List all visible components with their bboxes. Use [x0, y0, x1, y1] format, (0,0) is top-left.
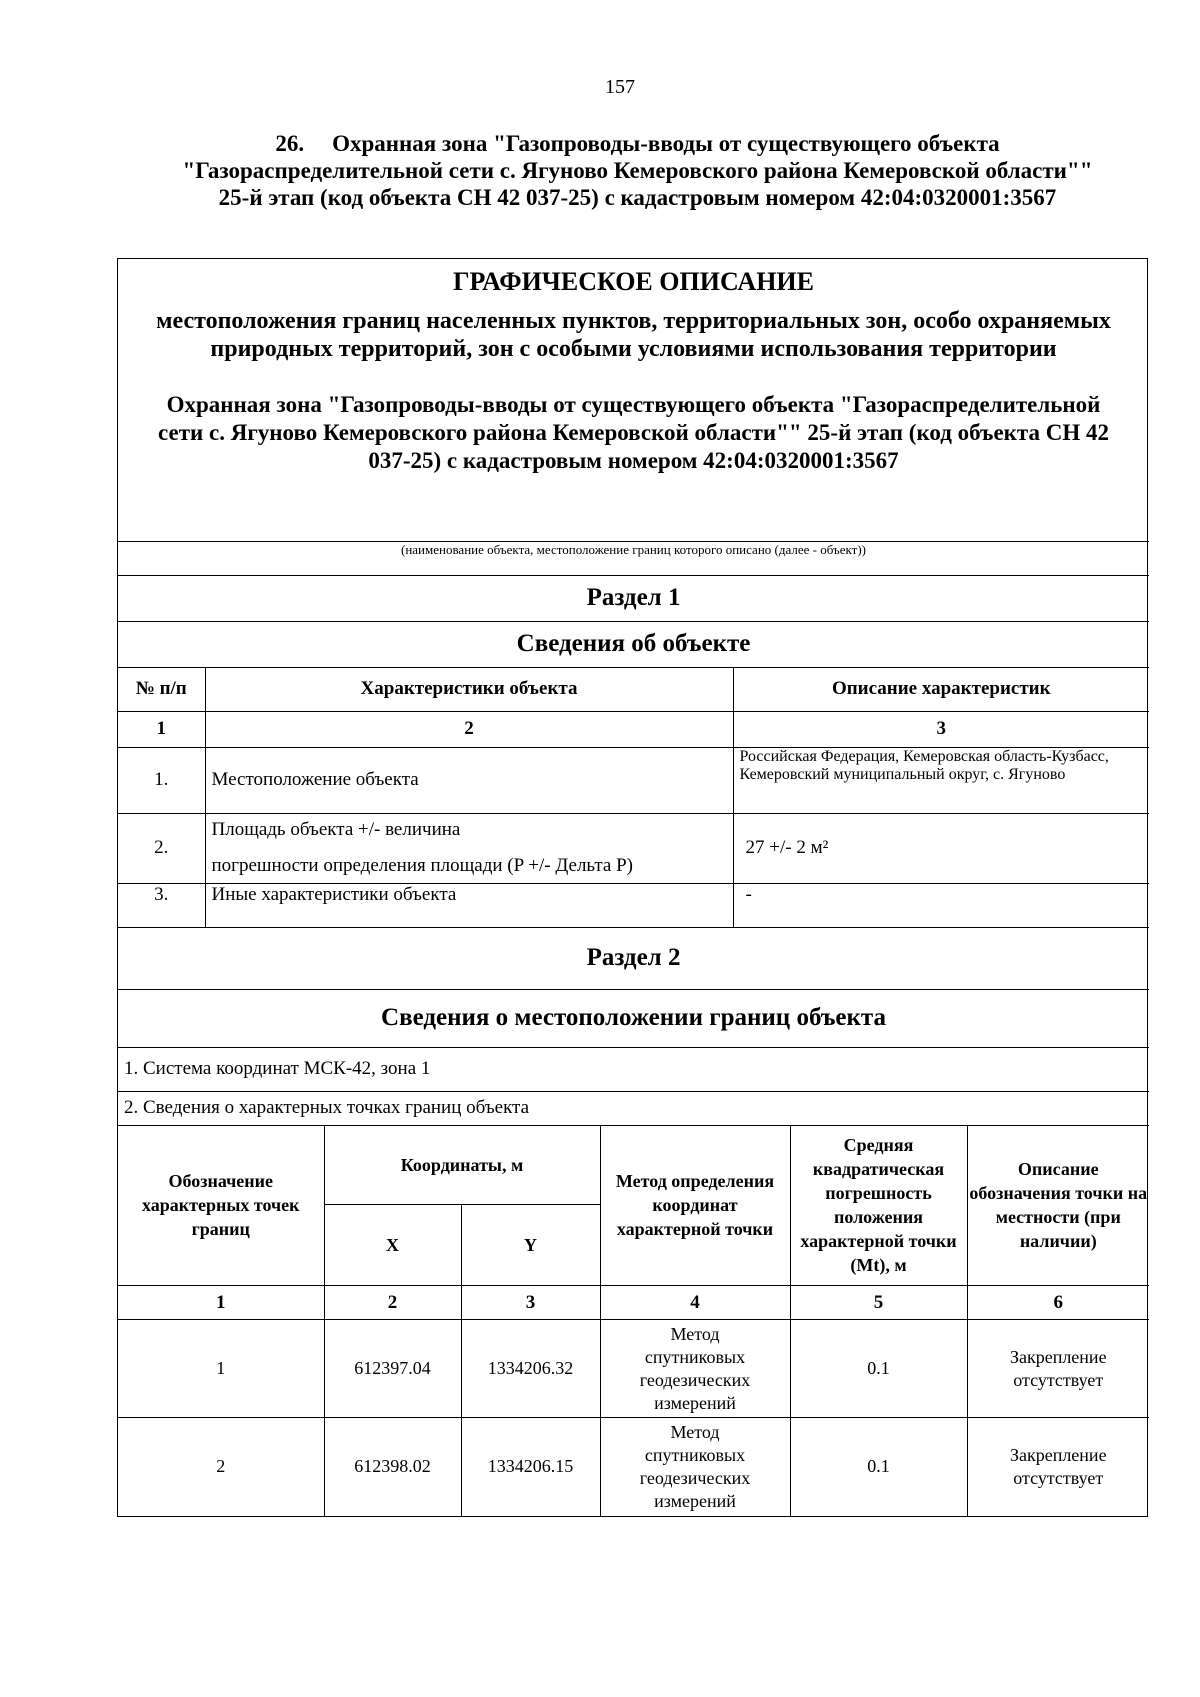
point-mt: 0.1: [790, 1418, 967, 1516]
section1-subtitle: Сведения об объекте: [118, 621, 1149, 667]
header-coordinates: Координаты, м: [324, 1126, 600, 1205]
page-number: 157: [605, 76, 635, 98]
table-row: [118, 747, 1149, 813]
col-number: 2: [205, 711, 733, 747]
section1-title: Раздел 1: [118, 575, 1149, 621]
col-header-num: № п/п: [118, 667, 205, 711]
col-number: 3: [733, 711, 1149, 747]
characteristic-line-1: Площадь объекта +/- величина: [211, 819, 461, 840]
characteristic-line-2: погрешности определения площади (P +/- Дельта P): [211, 855, 633, 876]
row-value: -: [733, 883, 1149, 927]
point-id: 1: [118, 1320, 324, 1418]
points-table-container: [118, 1125, 1149, 1516]
row-number: 3.: [118, 883, 205, 927]
row-value: 27 +/- 2 м²: [733, 813, 1149, 883]
header-method: Метод определения координат характерной точки: [600, 1126, 790, 1286]
point-mt: 0.1: [790, 1320, 967, 1418]
row-characteristic: Иные характеристики объекта: [205, 883, 733, 927]
points-caption: 2. Сведения о характерных точках границ объекта: [118, 1091, 1149, 1125]
document-heading: [100, 130, 1175, 211]
graphic-description-form: [117, 258, 1148, 1517]
section2-title: Раздел 2: [118, 927, 1149, 989]
col-header-characteristic: Характеристики объекта: [205, 667, 733, 711]
heading-line-3: 25-й этап (код объекта СН 42 037-25) с кадастровым номером 42:04:0320001:3567: [218, 185, 1057, 210]
doc-subtitle: местоположения границ населенных пунктов, территориальных зон, особо охраняемых природных территорий, зон с особыми условиями использования территории: [156, 308, 1111, 362]
row-number: 1.: [118, 747, 205, 813]
col-number: 6: [967, 1286, 1149, 1320]
point-x: 612397.04: [324, 1320, 461, 1418]
object-caption: (наименование объекта, местоположение границ которого описано (далее - объект)): [118, 541, 1149, 575]
row-characteristic: [205, 813, 733, 883]
row-number: 2.: [118, 813, 205, 883]
points-table: [118, 1126, 1149, 1516]
title-block: [118, 259, 1149, 541]
form-table: [118, 259, 1149, 1516]
col-header-description: Описание характеристик: [733, 667, 1149, 711]
col-number: 4: [600, 1286, 790, 1320]
col-number: 3: [461, 1286, 600, 1320]
point-y: 1334206.15: [461, 1418, 600, 1516]
header-error: Средняя квадратическая погрешность положения характерной точки (Mt), м: [790, 1126, 967, 1286]
col-number: 5: [790, 1286, 967, 1320]
point-description: Закрепление отсутствует: [967, 1320, 1149, 1418]
header-x: X: [324, 1204, 461, 1285]
row-value: Российская Федерация, Кемеровская область-Кузбасс, Кемеровский муниципальный округ, с. Ягуново: [733, 747, 1149, 813]
point-method: Метод спутниковых геодезических измерений: [600, 1320, 790, 1418]
row-characteristic: Местоположение объекта: [205, 747, 733, 813]
point-method: Метод спутниковых геодезических измерений: [600, 1418, 790, 1516]
heading-line-1: Охранная зона "Газопроводы-вводы от существующего объекта: [332, 131, 1000, 156]
table-row: [118, 883, 1149, 927]
heading-number: 26.: [275, 131, 305, 156]
header-y: Y: [461, 1204, 600, 1285]
col-number: 1: [118, 711, 205, 747]
heading-line-2: "Газораспределительной сети с. Ягуново Кемеровского района Кемеровской области"": [182, 158, 1093, 183]
col-number: 1: [118, 1286, 324, 1320]
section2-subtitle: Сведения о местоположении границ объекта: [118, 989, 1149, 1047]
coordinate-system: 1. Система координат МСК-42, зона 1: [118, 1047, 1149, 1091]
table-row: [118, 1418, 1149, 1516]
object-name: Охранная зона "Газопроводы-вводы от существующего объекта "Газораспределительной сети с. Ягуново Кемеровского района Кемеровской области"" 25-й этап (код объекта СН 42 037-25) с кадастровым номером 42:04:0320001:3567: [158, 392, 1110, 473]
point-id: 2: [118, 1418, 324, 1516]
point-description: Закрепление отсутствует: [967, 1418, 1149, 1516]
header-designation: Обозначение характерных точек границ: [118, 1126, 324, 1286]
table-row: [118, 1320, 1149, 1418]
header-point-description: Описание обозначения точки на местности (при наличии): [967, 1126, 1149, 1286]
doc-title: ГРАФИЧЕСКОЕ ОПИСАНИЕ: [453, 267, 814, 296]
point-y: 1334206.32: [461, 1320, 600, 1418]
col-number: 2: [324, 1286, 461, 1320]
table-row: [118, 813, 1149, 883]
point-x: 612398.02: [324, 1418, 461, 1516]
